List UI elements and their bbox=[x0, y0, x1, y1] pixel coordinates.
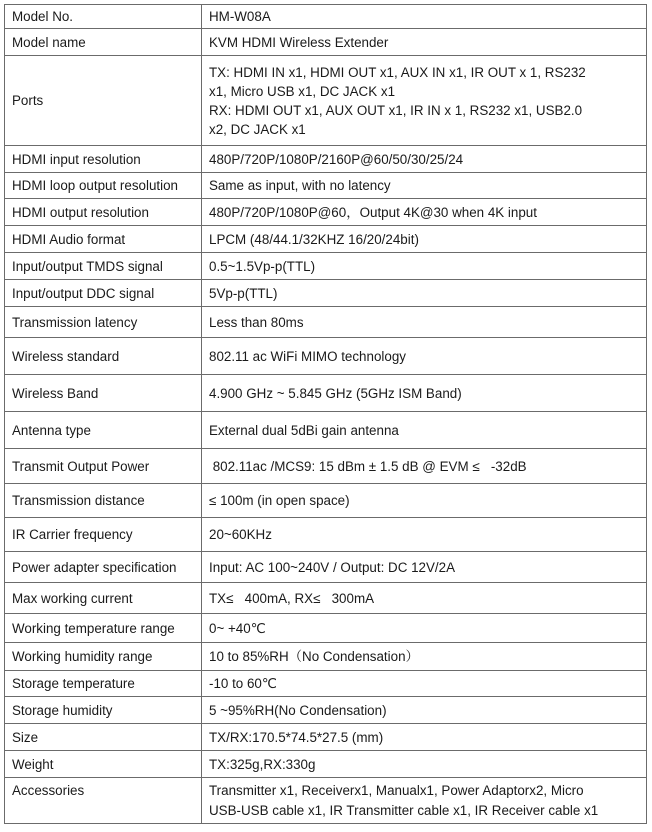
row-value: 5 ~95%RH(No Condensation) bbox=[202, 697, 647, 724]
table-row bbox=[5, 173, 647, 199]
row-value-multiline bbox=[202, 778, 647, 824]
table-row bbox=[5, 518, 647, 552]
row-value: -10 to 60℃ bbox=[202, 671, 647, 697]
value-line: TX: HDMI IN x1, HDMI OUT x1, AUX IN x1, IR OUT x 1, RS232 bbox=[209, 64, 586, 80]
table-row bbox=[5, 199, 647, 226]
row-label: Weight bbox=[5, 751, 202, 778]
specification-table bbox=[4, 4, 647, 824]
value-line: USB-USB cable x1, IR Transmitter cable x1, IR Receiver cable x1 bbox=[209, 802, 599, 818]
row-label: Storage temperature bbox=[5, 671, 202, 697]
row-label: HDMI loop output resolution bbox=[5, 173, 202, 199]
row-value: 4.900 GHz ~ 5.845 GHz (5GHz ISM Band) bbox=[202, 375, 647, 412]
row-value: HM-W08A bbox=[202, 5, 647, 29]
row-value: TX≤ 400mA, RX≤ 300mA bbox=[202, 583, 647, 614]
row-value: Input: AC 100~240V / Output: DC 12V/2A bbox=[202, 552, 647, 583]
table-row bbox=[5, 226, 647, 253]
row-label: Model name bbox=[5, 29, 202, 56]
table-row bbox=[5, 751, 647, 778]
row-value: 480P/720P/1080P@60，Output 4K@30 when 4K input bbox=[202, 199, 647, 226]
row-label: Antenna type bbox=[5, 412, 202, 449]
table-row bbox=[5, 697, 647, 724]
row-value: 20~60KHz bbox=[202, 518, 647, 552]
table-row bbox=[5, 338, 647, 375]
row-value: LPCM (48/44.1/32KHZ 16/20/24bit) bbox=[202, 226, 647, 253]
row-value: Less than 80ms bbox=[202, 307, 647, 338]
row-value: KVM HDMI Wireless Extender bbox=[202, 29, 647, 56]
table-row bbox=[5, 614, 647, 643]
table-row bbox=[5, 56, 647, 146]
row-value: 480P/720P/1080P/2160P@60/50/30/25/24 bbox=[202, 146, 647, 173]
row-value: 802.11ac /MCS9: 15 dBm ± 1.5 dB @ EVM ≤ -32dB bbox=[202, 449, 647, 484]
row-value: External dual 5dBi gain antenna bbox=[202, 412, 647, 449]
row-value-multiline bbox=[202, 56, 647, 146]
row-label: Max working current bbox=[5, 583, 202, 614]
row-label: Storage humidity bbox=[5, 697, 202, 724]
row-label: Wireless standard bbox=[5, 338, 202, 375]
row-label: HDMI output resolution bbox=[5, 199, 202, 226]
table-row bbox=[5, 552, 647, 583]
row-value: 10 to 85%RH（No Condensation） bbox=[202, 643, 647, 671]
table-row bbox=[5, 583, 647, 614]
row-value: 0.5~1.5Vp-p(TTL) bbox=[202, 253, 647, 280]
table-row bbox=[5, 280, 647, 307]
row-label: Size bbox=[5, 724, 202, 751]
row-value: 802.11 ac WiFi MIMO technology bbox=[202, 338, 647, 375]
row-label: Wireless Band bbox=[5, 375, 202, 412]
table-row bbox=[5, 671, 647, 697]
row-label: Transmit Output Power bbox=[5, 449, 202, 484]
row-label: Model No. bbox=[5, 5, 202, 29]
row-label: Ports bbox=[5, 56, 202, 146]
table-row bbox=[5, 253, 647, 280]
row-value: Same as input, with no latency bbox=[202, 173, 647, 199]
value-line: RX: HDMI OUT x1, AUX OUT x1, IR IN x 1, RS232 x1, USB2.0 bbox=[209, 102, 583, 118]
row-label: Accessories bbox=[5, 778, 202, 824]
table-row bbox=[5, 29, 647, 56]
table-row bbox=[5, 307, 647, 338]
row-label: HDMI Audio format bbox=[5, 226, 202, 253]
row-label: HDMI input resolution bbox=[5, 146, 202, 173]
row-value: TX:325g,RX:330g bbox=[202, 751, 647, 778]
row-label: Transmission distance bbox=[5, 484, 202, 518]
row-label: IR Carrier frequency bbox=[5, 518, 202, 552]
table-row bbox=[5, 5, 647, 29]
table-row bbox=[5, 778, 647, 824]
table-row bbox=[5, 449, 647, 484]
row-label: Working humidity range bbox=[5, 643, 202, 671]
table-row bbox=[5, 146, 647, 173]
table-row bbox=[5, 484, 647, 518]
row-label: Input/output DDC signal bbox=[5, 280, 202, 307]
row-label: Transmission latency bbox=[5, 307, 202, 338]
row-value: TX/RX:170.5*74.5*27.5 (mm) bbox=[202, 724, 647, 751]
table-row bbox=[5, 412, 647, 449]
row-value: ≤ 100m (in open space) bbox=[202, 484, 647, 518]
table-row bbox=[5, 724, 647, 751]
row-label: Working temperature range bbox=[5, 614, 202, 643]
spec-sheet bbox=[4, 4, 646, 824]
table-row bbox=[5, 643, 647, 671]
row-value: 0~ +40℃ bbox=[202, 614, 647, 643]
value-line: x1, Micro USB x1, DC JACK x1 bbox=[209, 83, 396, 99]
row-label: Input/output TMDS signal bbox=[5, 253, 202, 280]
value-line: x2, DC JACK x1 bbox=[209, 121, 306, 137]
row-value: 5Vp-p(TTL) bbox=[202, 280, 647, 307]
row-label: Power adapter specification bbox=[5, 552, 202, 583]
value-line: Transmitter x1, Receiverx1, Manualx1, Power Adaptorx2, Micro bbox=[209, 782, 584, 798]
table-row bbox=[5, 375, 647, 412]
